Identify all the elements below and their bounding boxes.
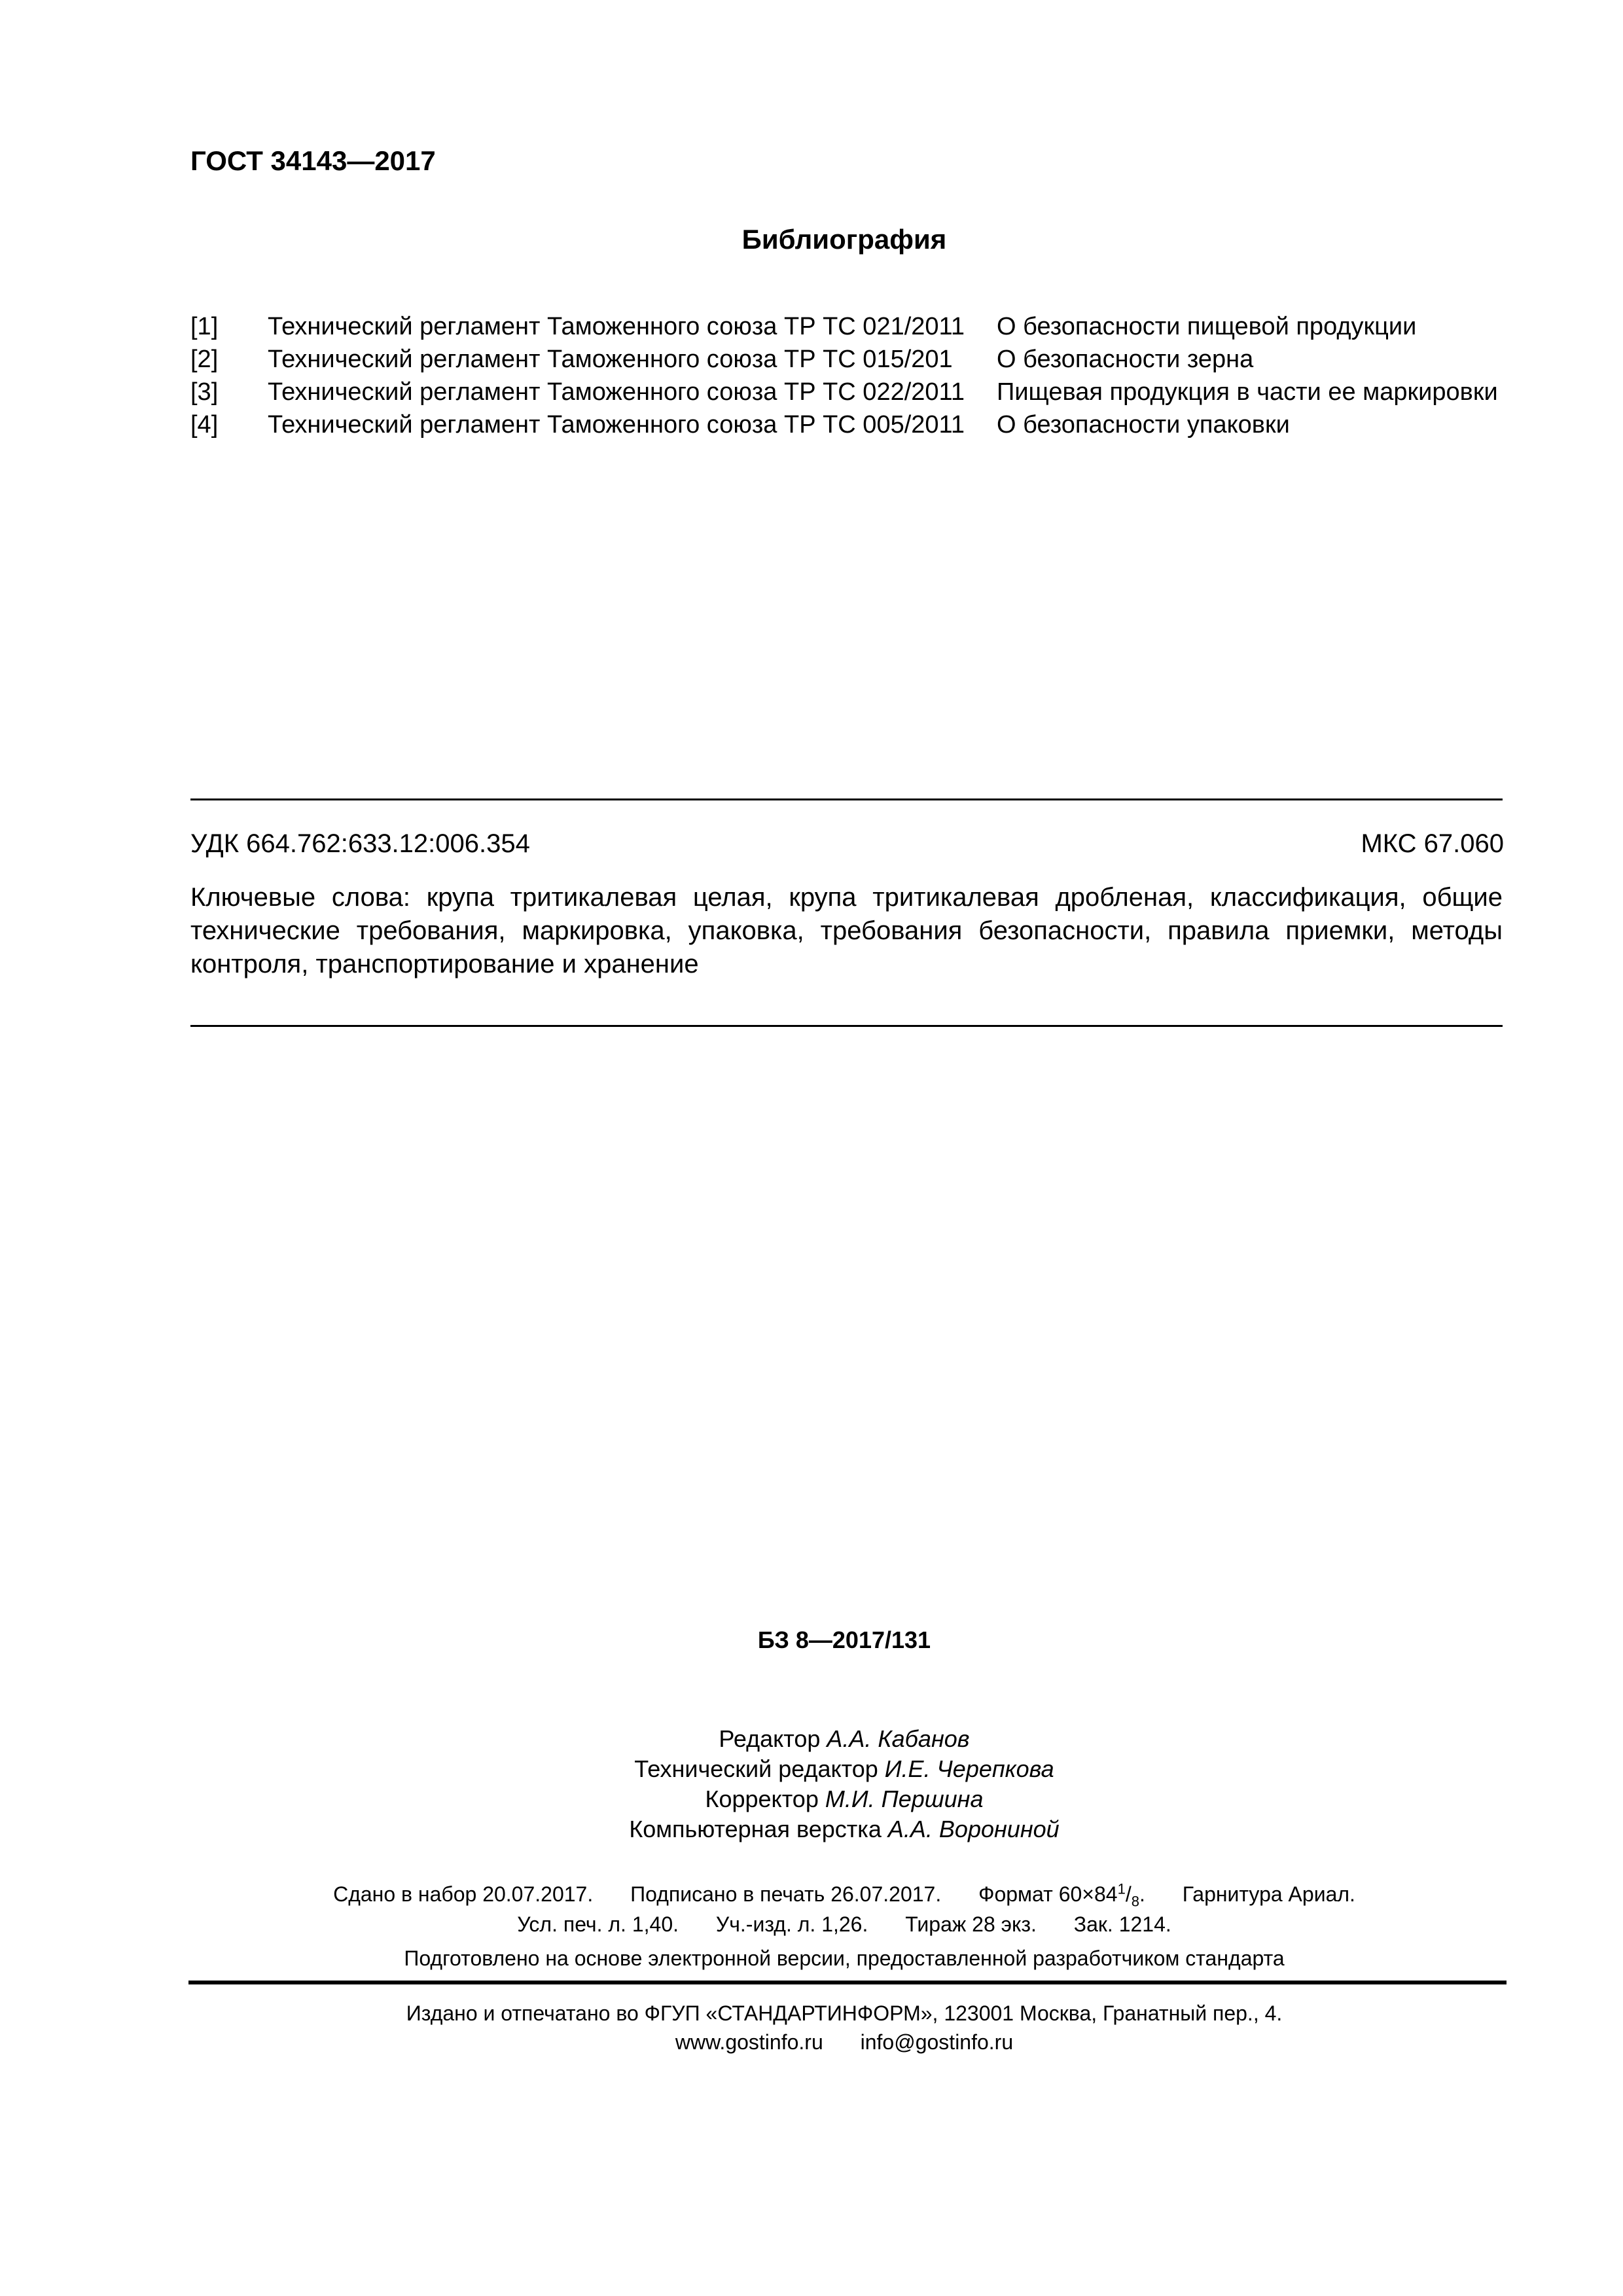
keywords-paragraph: Ключевые слова: крупа тритикалевая целая, крупа тритикалевая дробленая, классификация, общие технические требования, маркировка, упаковка, требования безопасности, правила приемки, методы контроля, транспортирование и хранение [190, 883, 1503, 978]
credit-line [0, 1785, 1623, 1813]
bz-number: БЗ 8—2017/131 [757, 1626, 931, 1653]
bibliography-document-name: О безопасности пищевой продукции [997, 313, 1417, 340]
publisher-contacts [0, 2030, 1623, 2054]
bibliography-document: Технический регламент Таможенного союза ТР ТС 005/2011 [268, 411, 965, 439]
divider-imprint [188, 1981, 1507, 1984]
bibliography-number: [2] [190, 346, 219, 373]
bibliography-title: Библиография [741, 224, 947, 255]
divider-top [190, 798, 1503, 800]
udk-code: УДК 664.762:633.12:006.354 [190, 829, 530, 858]
bibliography-document: Технический регламент Таможенного союза ТР ТС 015/201 [268, 346, 953, 373]
credit-role: Технический редактор [634, 1755, 878, 1782]
bibliography-document: Технический регламент Таможенного союза ТР ТС 022/2011 [268, 378, 965, 406]
imprint-line-1 [0, 1880, 1623, 1910]
credit-role: Компьютерная верстка [629, 1816, 882, 1842]
bibliography-document-name: О безопасности зерна [997, 346, 1254, 373]
printed-sheets: Усл. печ. л. 1,40. [517, 1912, 679, 1936]
typeface: Гарнитура Ариал. [1182, 1882, 1355, 1906]
credit-line [0, 1816, 1623, 1843]
bibliography-number: [4] [190, 411, 219, 439]
standard-header: ГОСТ 34143—2017 [190, 145, 436, 176]
credit-line [0, 1755, 1623, 1783]
mks-code: МКС 67.060 [1361, 829, 1504, 858]
credit-person: А.А. Ворониной [887, 1816, 1060, 1842]
website-link[interactable]: www.gostinfo.ru [675, 2030, 823, 2054]
email-link[interactable]: info@gostinfo.ru [860, 2030, 1014, 2054]
divider-bottom [190, 1025, 1503, 1027]
bibliography-document-name: Пищевая продукция в части ее маркировки [997, 378, 1498, 406]
bibliography-document: Технический регламент Таможенного союза ТР ТС 021/2011 [268, 313, 965, 340]
order-number: Зак. 1214. [1073, 1912, 1171, 1936]
signed-for-print: Подписано в печать 26.07.2017. [630, 1882, 942, 1906]
credit-person: М.И. Першина [825, 1785, 984, 1812]
publisher-sheets: Уч.-изд. л. 1,26. [715, 1912, 868, 1936]
bibliography-document-name: О безопасности упаковки [997, 411, 1290, 439]
credit-line [0, 1725, 1623, 1753]
bibliography-number: [1] [190, 313, 219, 340]
credit-role: Редактор [719, 1725, 821, 1752]
credit-role: Корректор [705, 1785, 819, 1812]
sent-to-typesetting: Сдано в набор 20.07.2017. [333, 1882, 594, 1906]
prepared-note: Подготовлено на основе электронной версии, предоставленной разработчиком стандарта [404, 1946, 1285, 1970]
credit-person: А.А. Кабанов [827, 1725, 970, 1752]
credit-person: И.Е. Черепкова [884, 1755, 1054, 1782]
bibliography-number: [3] [190, 378, 219, 406]
publisher-address: Издано и отпечатано во ФГУП «СТАНДАРТИНФОРМ», 123001 Москва, Гранатный пер., 4. [406, 2001, 1283, 2025]
print-run: Тираж 28 экз. [905, 1912, 1037, 1936]
imprint-line-2 [0, 1912, 1623, 1937]
paper-format: Формат $60\times 84^1/_8$. [978, 1880, 1145, 1910]
